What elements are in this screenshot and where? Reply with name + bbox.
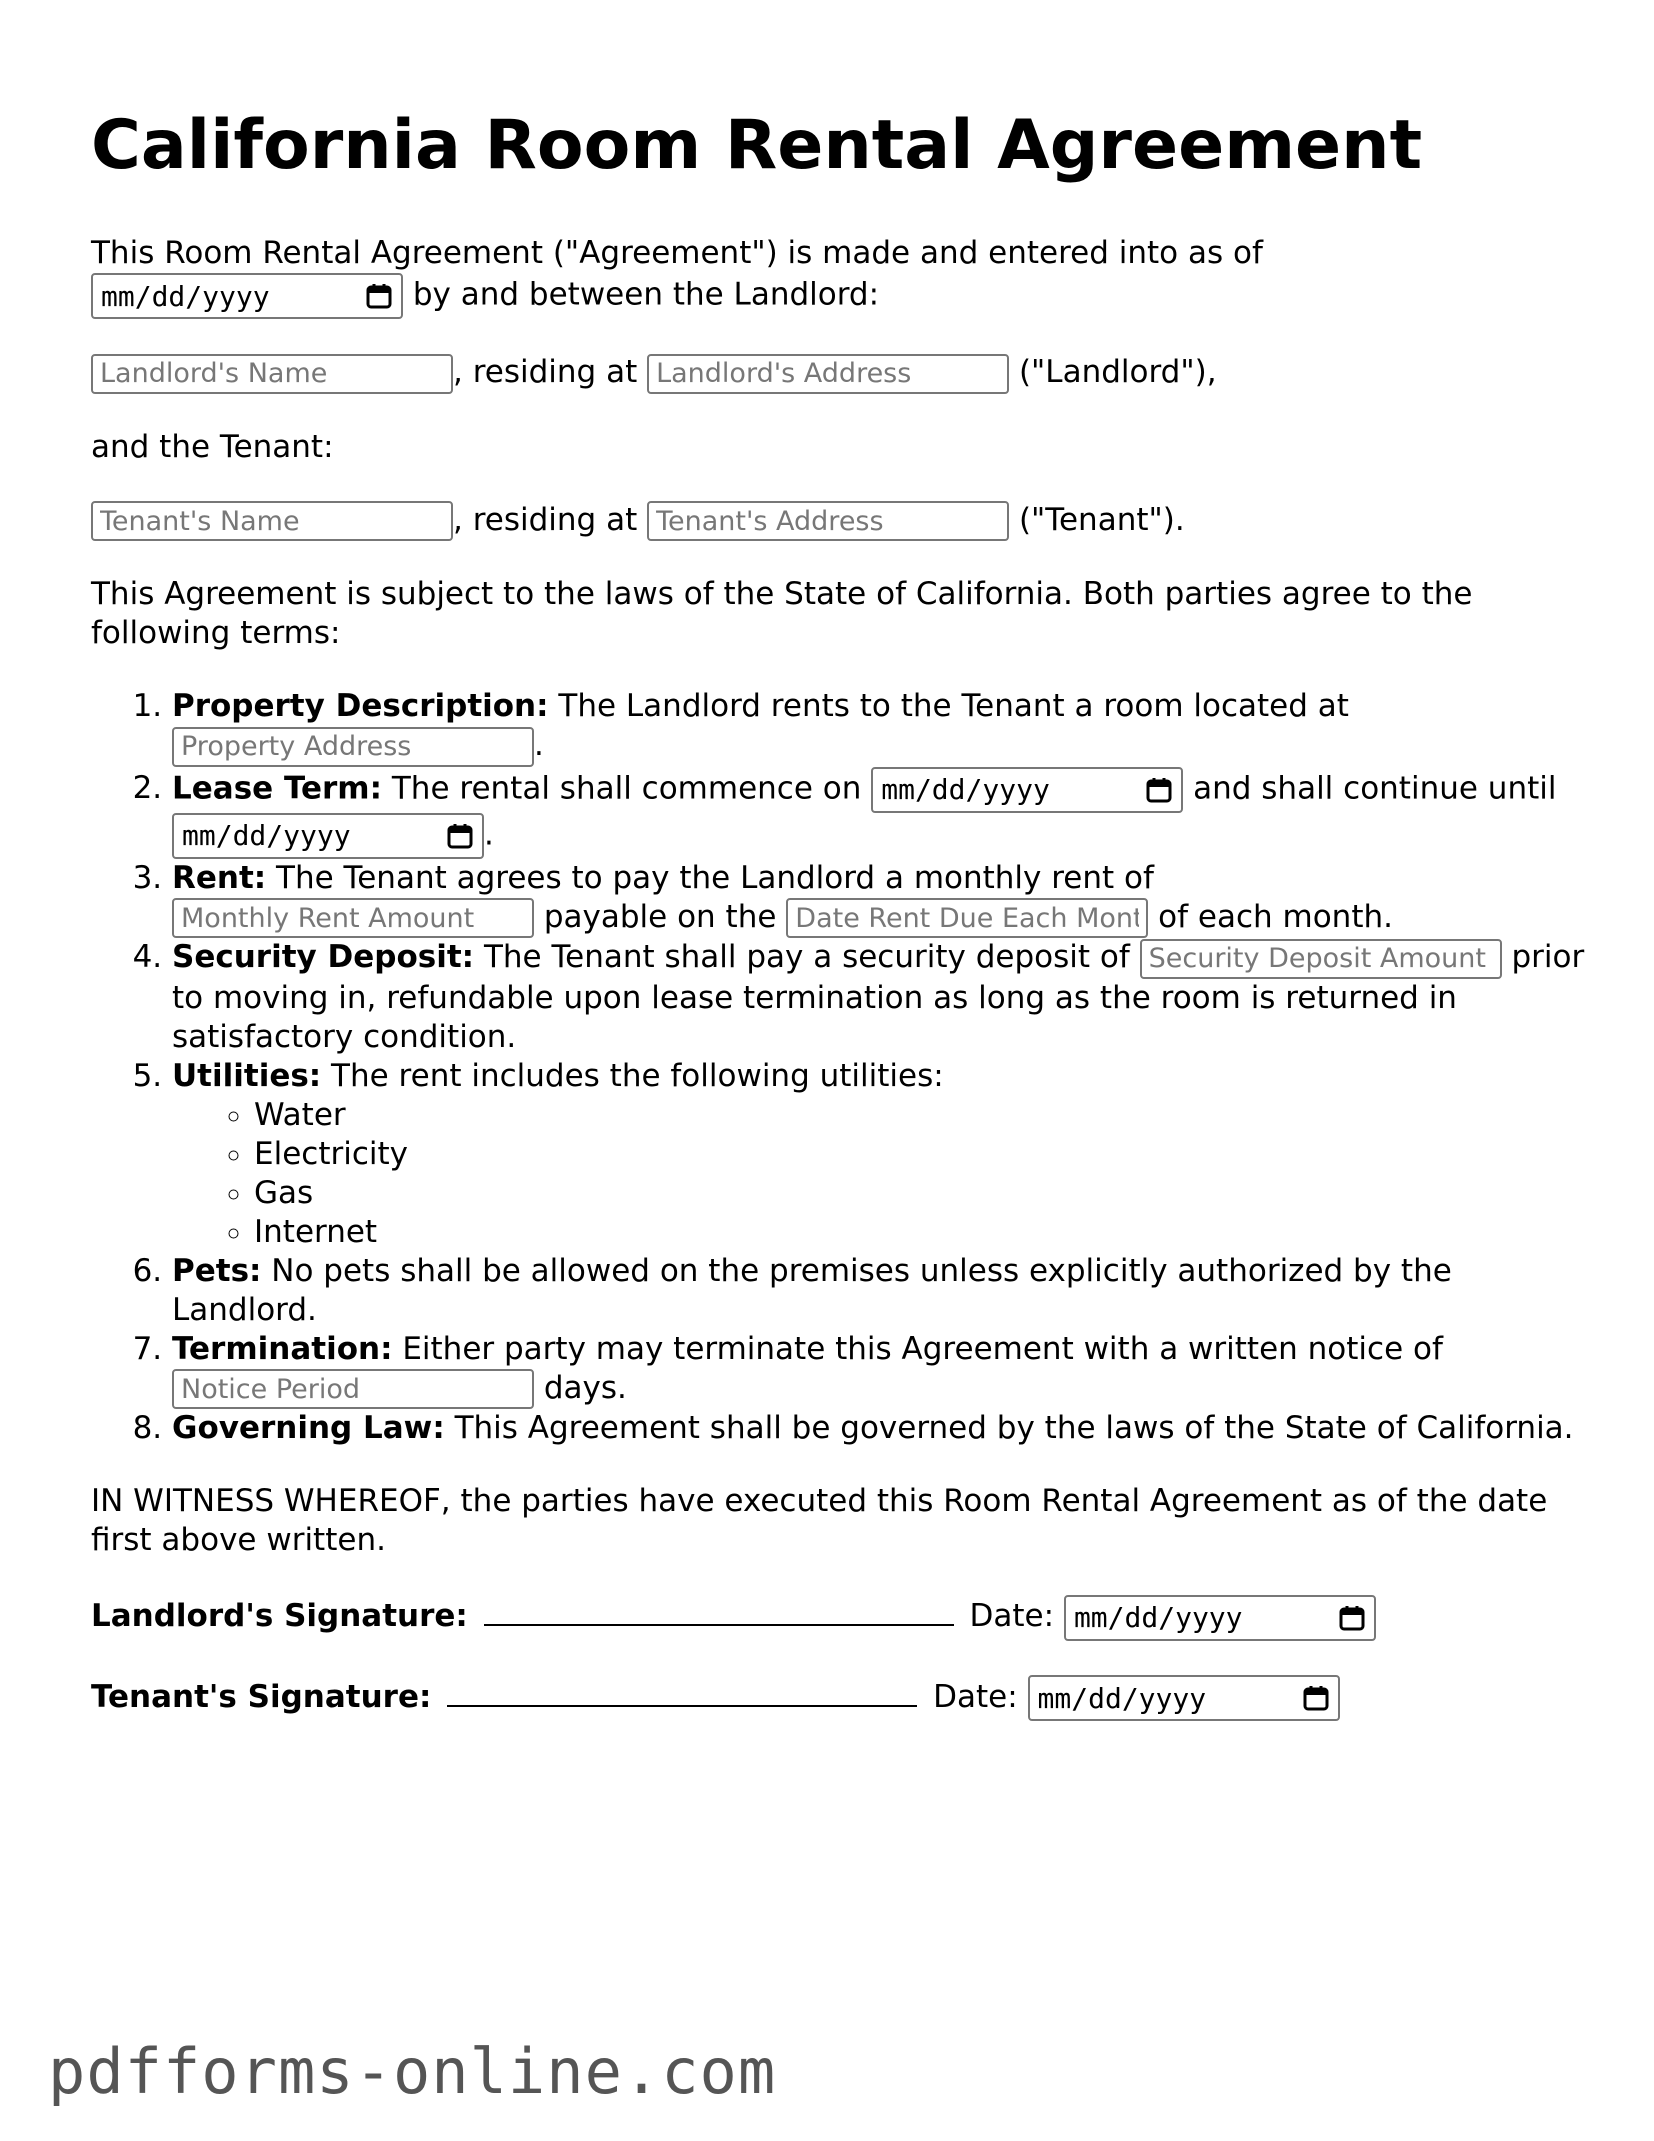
calendar-icon[interactable] — [446, 822, 474, 850]
term-law-text: This Agreement shall be governed by the laws of the State of California. — [454, 1410, 1574, 1446]
utility-item: ◦ Electricity — [254, 1135, 1591, 1174]
tenant-date-label: Date: — [933, 1678, 1018, 1715]
notice-period-input[interactable] — [172, 1369, 534, 1409]
tenant-signature-line[interactable] — [447, 1675, 917, 1707]
agreement-date-input[interactable] — [91, 273, 403, 319]
term-rent-label: Rent: — [172, 859, 267, 896]
term-law — [172, 1409, 1591, 1448]
term-utilities-text: The rent includes the following utilities: — [331, 1057, 944, 1094]
term-lease-text-start: The rental shall commence on — [391, 770, 862, 806]
landlord-line — [91, 353, 1591, 394]
term-deposit-label: Security Deposit: — [172, 939, 475, 975]
landlord-suffix: ("Landlord"), — [1018, 354, 1217, 390]
landlord-name-input[interactable] — [91, 354, 453, 394]
term-deposit-text-after: prior to moving in, refundable upon lease termination as long as the room is returned in satisfactory condition. — [172, 939, 1585, 1055]
terms-list — [91, 687, 1591, 1448]
landlord-date-placeholder: mm/dd/yyyy — [1073, 1601, 1243, 1634]
term-property-label: Property Description: — [172, 688, 549, 724]
witness-paragraph: IN WITNESS WHEREOF, the parties have executed this Room Rental Agreement as of the date first above written. — [91, 1483, 1548, 1558]
landlord-signature-row — [91, 1594, 1591, 1641]
security-deposit-input[interactable] — [1140, 939, 1502, 979]
term-law-label: Governing Law: — [172, 1410, 445, 1446]
utilities-list — [172, 1096, 1591, 1252]
tenant-address-input[interactable] — [647, 501, 1009, 541]
calendar-icon[interactable] — [1145, 776, 1173, 804]
lease-end-date-placeholder: mm/dd/yyyy — [182, 819, 351, 852]
property-address-input[interactable] — [172, 727, 534, 767]
tenant-name-input[interactable] — [91, 501, 453, 541]
landlord-address-input[interactable] — [647, 354, 1009, 394]
watermark-text: pdfforms-online.com — [48, 2035, 777, 2108]
page-title: California Room Rental Agreement — [91, 106, 1423, 185]
tenant-signature-label: Tenant's Signature: — [91, 1678, 432, 1715]
term-property-end: . — [534, 727, 544, 763]
subject-paragraph: This Agreement is subject to the laws of the State of California. Both parties agree to the following terms: — [91, 576, 1473, 651]
document-page — [91, 100, 1591, 1755]
calendar-icon[interactable] — [1338, 1604, 1366, 1632]
term-termination-end: days. — [543, 1369, 627, 1406]
agreement-date-placeholder: mm/dd/yyyy — [101, 279, 270, 313]
term-utilities-label: Utilities: — [172, 1057, 322, 1094]
landlord-signature-date-input[interactable] — [1064, 1595, 1376, 1641]
term-lease-text-middle: and shall continue until — [1193, 770, 1557, 806]
term-pets-text: No pets shall be allowed on the premises unless explicitly authorized by the Landlord. — [172, 1252, 1452, 1328]
tenant-line — [91, 501, 1591, 542]
landlord-signature-label: Landlord's Signature: — [91, 1598, 468, 1634]
lease-start-date-input[interactable] — [871, 767, 1183, 813]
landlord-date-label: Date: — [969, 1598, 1055, 1634]
term-termination-label: Termination: — [172, 1330, 393, 1367]
tenant-signature-date-input[interactable] — [1028, 1675, 1340, 1721]
term-lease-end: . — [484, 816, 494, 852]
monthly-rent-input[interactable] — [172, 898, 534, 938]
intro-paragraph — [91, 234, 1591, 319]
term-property — [172, 687, 1591, 767]
term-deposit — [172, 938, 1591, 1057]
term-rent — [172, 859, 1591, 939]
intro-text-before-date: This Room Rental Agreement ("Agreement") is made and entered into as of — [91, 235, 1263, 271]
calendar-icon[interactable] — [365, 282, 393, 310]
term-pets — [172, 1252, 1591, 1330]
and-tenant-text: and the Tenant: — [91, 428, 334, 465]
term-rent-payable: payable on the — [543, 898, 777, 935]
term-pets-label: Pets: — [172, 1252, 262, 1289]
term-rent-text: The Tenant agrees to pay the Landlord a monthly rent of — [276, 859, 1154, 896]
landlord-signature-line[interactable] — [484, 1594, 954, 1626]
tenant-signature-row — [91, 1675, 1591, 1722]
utility-item: ◦ Water — [254, 1096, 1591, 1135]
term-utilities — [172, 1057, 1591, 1252]
tenant-residing-at: , residing at — [453, 501, 638, 538]
term-termination — [172, 1330, 1591, 1410]
lease-end-date-input[interactable] — [172, 813, 484, 859]
calendar-icon[interactable] — [1302, 1684, 1330, 1712]
rent-due-date-input[interactable] — [786, 898, 1148, 938]
term-rent-end: of each month. — [1158, 898, 1393, 935]
lease-start-date-placeholder: mm/dd/yyyy — [881, 773, 1050, 806]
term-deposit-text: The Tenant shall pay a security deposit of — [483, 939, 1130, 975]
landlord-residing-at: , residing at — [453, 354, 638, 390]
term-termination-text: Either party may terminate this Agreement with a written notice of — [402, 1330, 1443, 1367]
utility-item: ◦ Internet — [254, 1213, 1591, 1252]
intro-text-after-date: by and between the Landlord: — [412, 276, 880, 313]
term-lease — [172, 767, 1591, 859]
tenant-date-placeholder: mm/dd/yyyy — [1037, 1681, 1207, 1715]
utility-item: ◦ Gas — [254, 1174, 1591, 1213]
term-property-text: The Landlord rents to the Tenant a room located at — [558, 688, 1349, 724]
term-lease-label: Lease Term: — [172, 770, 383, 806]
tenant-suffix: ("Tenant"). — [1018, 501, 1185, 538]
